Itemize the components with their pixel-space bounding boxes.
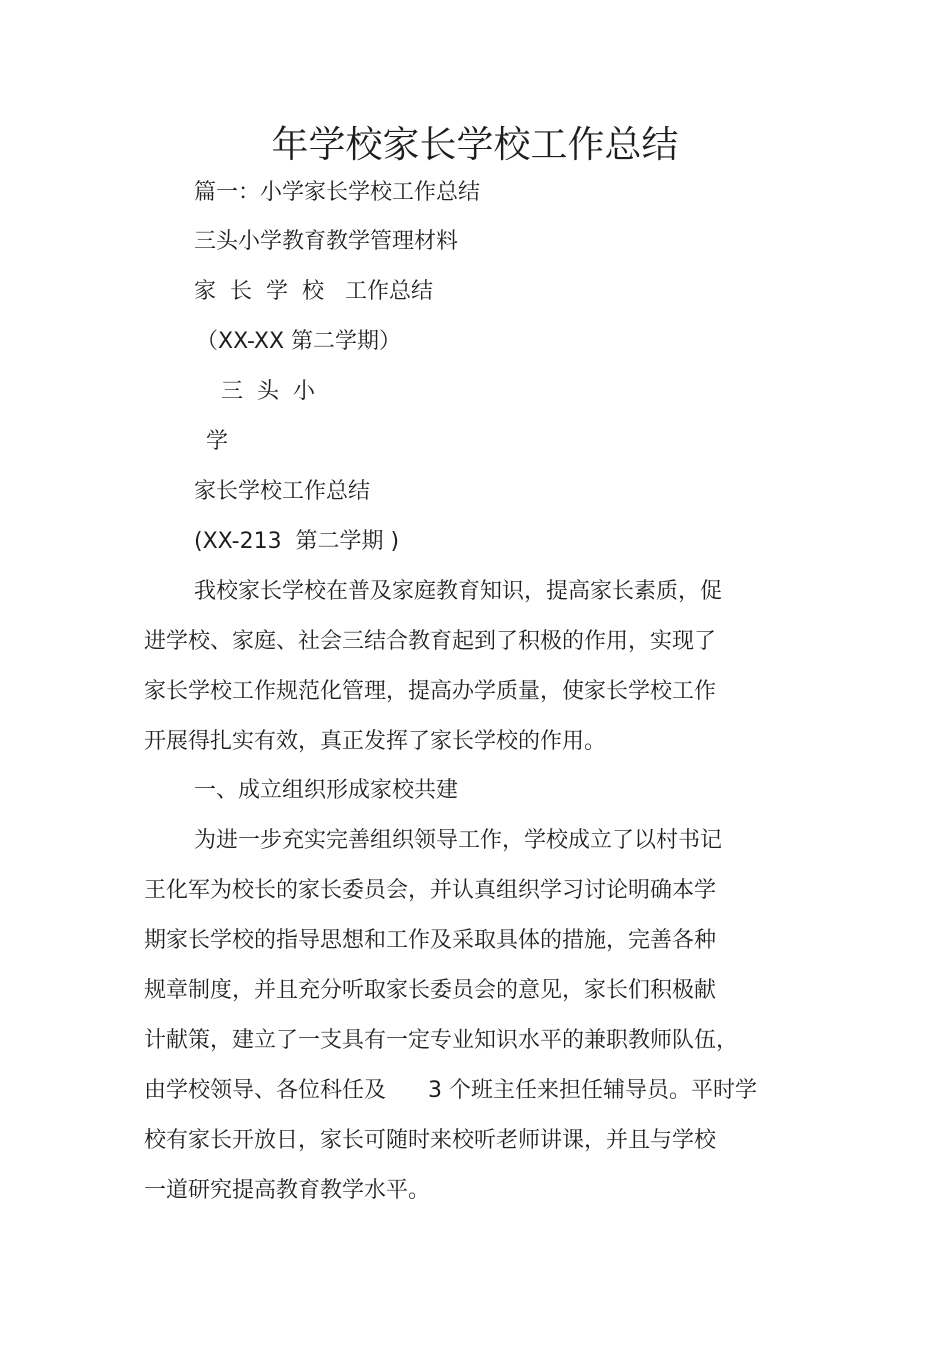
text-line: （XX-XX 第二学期） — [196, 329, 402, 354]
paragraph-line: 进学校、家庭、社会三结合教育起到了积极的作用，实现了 — [144, 629, 717, 654]
section-heading: 一、成立组织形成家校共建 — [194, 778, 459, 803]
text-line: 家长学校工作总结 — [194, 479, 371, 504]
text-line: 三头小学教育教学管理材料 — [194, 229, 459, 254]
text-line: (XX-213 第二学期 ) — [194, 529, 400, 554]
paragraph-line: 计献策，建立了一支具有一定专业知识水平的兼职教师队伍， — [144, 1028, 739, 1053]
text-line: 三 头 小 — [221, 379, 315, 404]
paragraph-line: 一道研究提高教育教学水平。 — [144, 1178, 431, 1203]
paragraph-line: 期家长学校的指导思想和工作及采取具体的措施，完善各种 — [144, 928, 717, 953]
paragraph-line: 规章制度，并且充分听取家长委员会的意见，家长们积极献 — [144, 978, 717, 1003]
paragraph-line: 校有家长开放日，家长可随时来校听老师讲课，并且与学校 — [144, 1128, 717, 1153]
paragraph-line: 为进一步充实完善组织领导工作，学校成立了以村书记 — [194, 828, 723, 853]
text-line: 学 — [206, 429, 229, 454]
paragraph-line: 家长学校工作规范化管理，提高办学质量，使家长学校工作 — [144, 679, 717, 704]
paragraph-line: 王化军为校长的家长委员会，并认真组织学习讨论明确本学 — [144, 878, 717, 903]
paragraph-line: 开展得扎实有效，真正发挥了家长学校的作用。 — [144, 729, 607, 754]
document-title: 年学校家长学校工作总结 — [271, 123, 679, 166]
paragraph-line: 由学校领导、各位科任及 3 个班主任来担任辅导员。平时学 — [144, 1078, 757, 1103]
section-heading-1: 篇一：小学家长学校工作总结 — [194, 180, 481, 205]
paragraph-line: 我校家长学校在普及家庭教育知识，提高家长素质，促 — [194, 579, 723, 604]
text-line: 家 长 学 校 工作总结 — [194, 279, 433, 304]
